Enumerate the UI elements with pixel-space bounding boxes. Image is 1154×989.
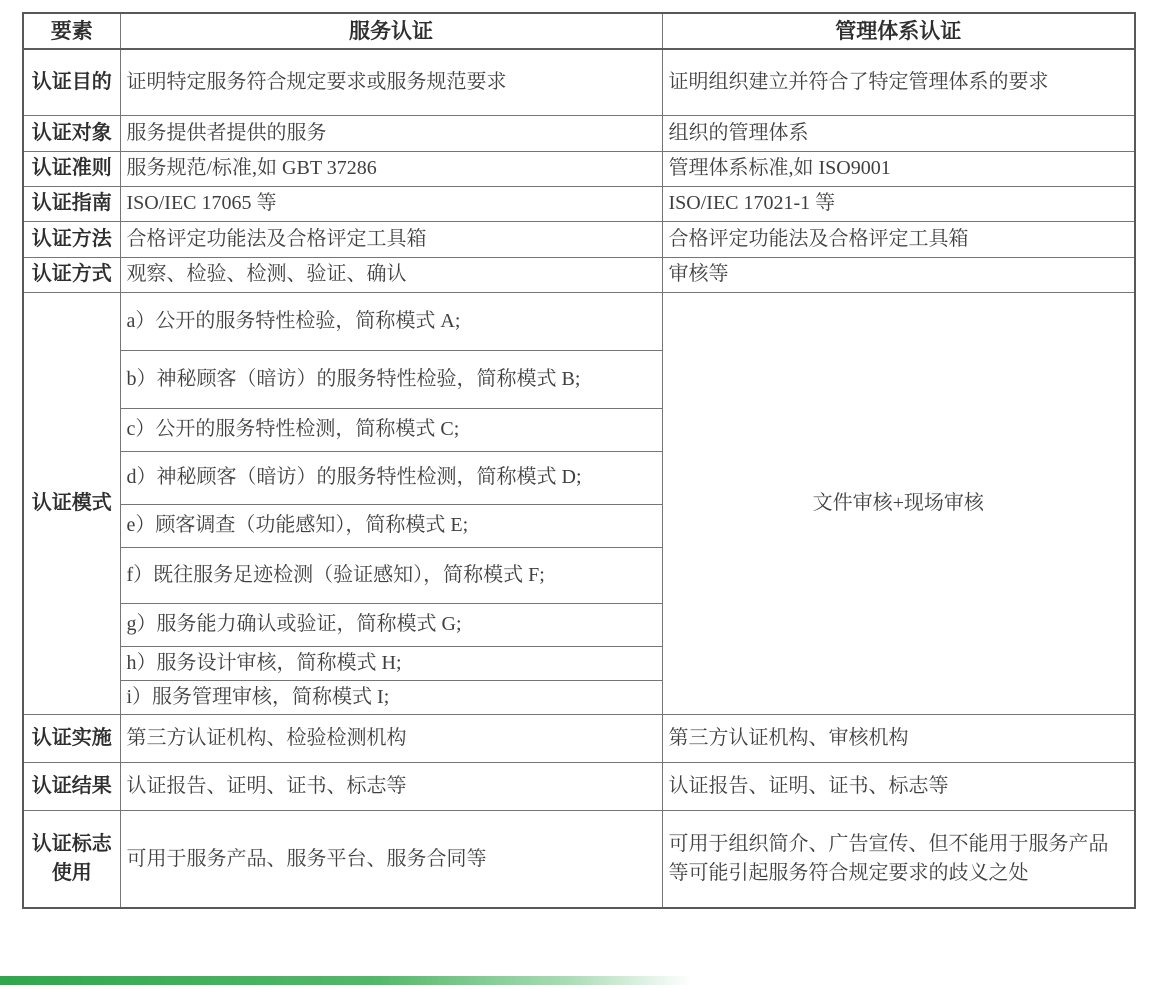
table-row	[23, 714, 1135, 762]
mode-row	[23, 292, 1135, 350]
table-row	[23, 151, 1135, 186]
service-cell: 观察、检验、检测、验证、确认	[120, 257, 662, 292]
system-cell: 第三方认证机构、审核机构	[662, 714, 1135, 762]
mode-item-d: d）神秘顾客（暗访）的服务特性检测，简称模式 D;	[120, 451, 662, 504]
system-cell: 审核等	[662, 257, 1135, 292]
row-label: 认证指南	[23, 186, 120, 221]
system-cell: 合格评定功能法及合格评定工具箱	[662, 221, 1135, 257]
table-row	[23, 762, 1135, 810]
row-label: 认证结果	[23, 762, 120, 810]
system-cell: 证明组织建立并符合了特定管理体系的要求	[662, 49, 1135, 115]
service-cell: ISO/IEC 17065 等	[120, 186, 662, 221]
row-label: 认证方法	[23, 221, 120, 257]
mode-item-b: b）神秘顾客（暗访）的服务特性检验，简称模式 B;	[120, 350, 662, 408]
service-cell: 证明特定服务符合规定要求或服务规范要求	[120, 49, 662, 115]
table-row	[23, 257, 1135, 292]
header-element: 要素	[23, 13, 120, 49]
mode-item-f: f）既往服务足迹检测（验证感知），简称模式 F;	[120, 547, 662, 603]
mode-item-e: e）顾客调查（功能感知），简称模式 E;	[120, 504, 662, 547]
row-label: 认证方式	[23, 257, 120, 292]
mode-item-i: i）服务管理审核，简称模式 I;	[120, 680, 662, 714]
service-cell: 服务规范/标准,如 GBT 37286	[120, 151, 662, 186]
row-label-certification-mode: 认证模式	[23, 292, 120, 714]
system-cell: 组织的管理体系	[662, 115, 1135, 151]
table-row	[23, 810, 1135, 908]
system-cell: 认证报告、证明、证书、标志等	[662, 762, 1135, 810]
mode-item-c: c）公开的服务特性检测，简称模式 C;	[120, 408, 662, 451]
service-cell: 可用于服务产品、服务平台、服务合同等	[120, 810, 662, 908]
system-merged-cell: 文件审核+现场审核	[662, 292, 1135, 714]
mode-item-g: g）服务能力确认或验证，简称模式 G;	[120, 603, 662, 646]
table-row	[23, 221, 1135, 257]
table-header-row	[23, 13, 1135, 49]
row-label: 认证对象	[23, 115, 120, 151]
green-gradient-bar	[0, 976, 692, 985]
table-row	[23, 49, 1135, 115]
table-row	[23, 115, 1135, 151]
service-cell: 认证报告、证明、证书、标志等	[120, 762, 662, 810]
service-cell: 服务提供者提供的服务	[120, 115, 662, 151]
system-cell: 可用于组织简介、广告宣传、但不能用于服务产品等可能引起服务符合规定要求的歧义之处	[662, 810, 1135, 908]
table-row	[23, 186, 1135, 221]
row-label: 认证目的	[23, 49, 120, 115]
header-service-certification: 服务认证	[120, 13, 662, 49]
row-label: 认证实施	[23, 714, 120, 762]
mode-item-a: a）公开的服务特性检验，简称模式 A;	[120, 292, 662, 350]
certification-comparison-table	[22, 12, 1136, 909]
system-cell: ISO/IEC 17021-1 等	[662, 186, 1135, 221]
row-label-certification-mark-usage: 认证标志使用	[23, 810, 120, 908]
system-cell: 管理体系标准,如 ISO9001	[662, 151, 1135, 186]
row-label: 认证准则	[23, 151, 120, 186]
mode-item-h: h）服务设计审核，简称模式 H;	[120, 646, 662, 680]
service-cell: 第三方认证机构、检验检测机构	[120, 714, 662, 762]
header-management-system-certification: 管理体系认证	[662, 13, 1135, 49]
service-cell: 合格评定功能法及合格评定工具箱	[120, 221, 662, 257]
